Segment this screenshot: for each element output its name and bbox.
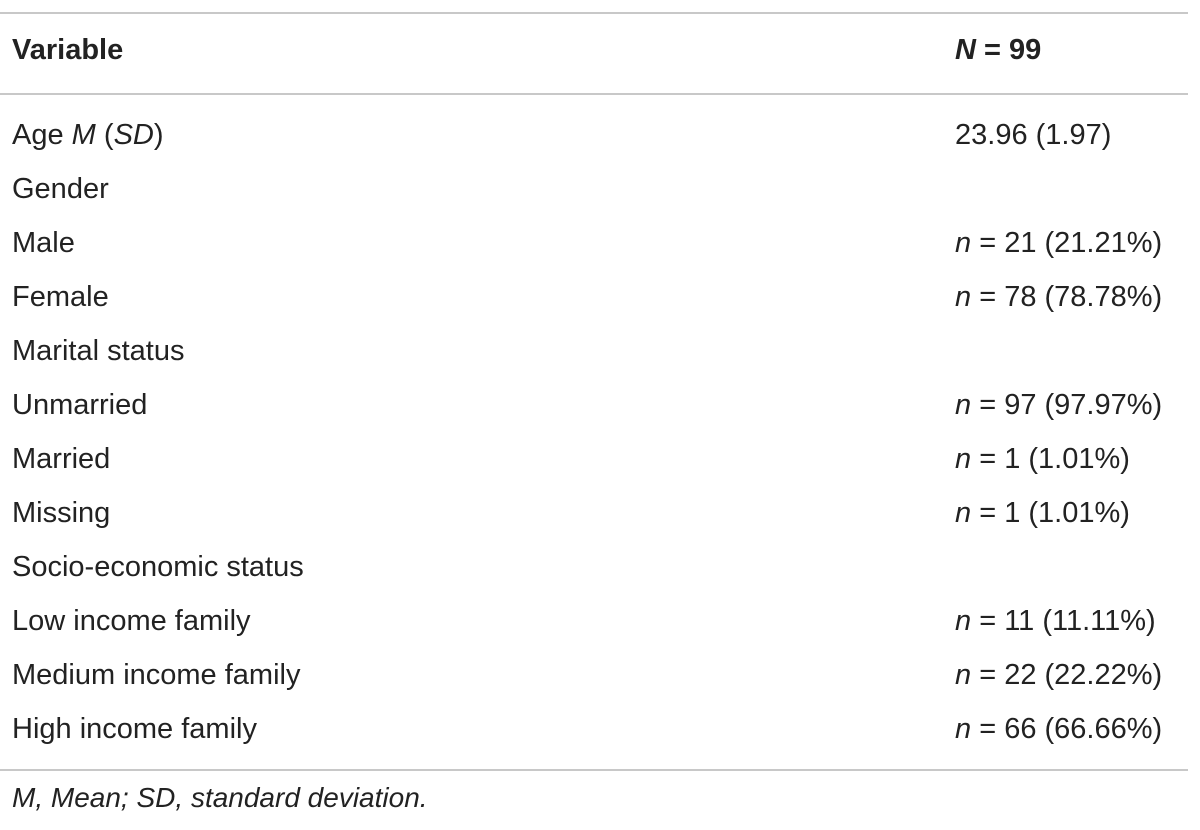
table-row xyxy=(0,702,1188,756)
variable-cell: Male xyxy=(12,227,75,259)
variable-cell: Female xyxy=(12,281,109,313)
value-cell: n = 66 (66.66%) xyxy=(955,713,1163,745)
variable-cell: Low income family xyxy=(12,605,251,637)
value-cell: n = 11 (11.11%) xyxy=(955,605,1156,637)
variable-cell: High income family xyxy=(12,713,257,745)
value-cell: n = 22 (22.22%) xyxy=(955,659,1163,691)
value-cell: n = 1 (1.01%) xyxy=(955,497,1130,529)
table-body xyxy=(0,108,1188,756)
table-row xyxy=(0,594,1188,648)
variable-cell: Medium income family xyxy=(12,659,301,691)
table-bottom-rule xyxy=(0,769,1188,771)
value-cell: n = 97 (97.97%) xyxy=(955,389,1163,421)
variable-cell: Socio-economic status xyxy=(12,551,304,583)
variable-column-header: Variable xyxy=(12,34,124,66)
table-header-rule xyxy=(0,93,1188,95)
table-row xyxy=(0,270,1188,324)
value-cell: 23.96 (1.97) xyxy=(955,119,1112,151)
variable-cell: Married xyxy=(12,443,111,475)
table-row xyxy=(0,378,1188,432)
value-cell: n = 21 (21.21%) xyxy=(955,227,1163,259)
sample-size-column-header xyxy=(955,34,1041,67)
variable-cell: Marital status xyxy=(12,335,185,367)
variable-cell: Missing xyxy=(12,497,111,529)
value-cell: n = 78 (78.78%) xyxy=(955,281,1163,313)
value-cell: n = 1 (1.01%) xyxy=(955,443,1130,475)
table-row xyxy=(0,432,1188,486)
table-row xyxy=(0,162,1188,216)
table-row xyxy=(0,648,1188,702)
table-row xyxy=(0,540,1188,594)
table-footnote: M, Mean; SD, standard deviation. xyxy=(12,782,428,813)
table-row xyxy=(0,324,1188,378)
variable-cell: Unmarried xyxy=(12,389,148,421)
sample-size-value: = 99 xyxy=(975,34,1042,66)
variable-cell: Age M (SD) xyxy=(12,119,164,151)
table-row xyxy=(0,216,1188,270)
table-header-row xyxy=(0,28,1188,76)
sample-size-symbol: N xyxy=(955,34,976,66)
table-row xyxy=(0,108,1188,162)
variable-cell: Gender xyxy=(12,173,109,205)
table-row xyxy=(0,486,1188,540)
table-top-rule xyxy=(0,12,1188,14)
